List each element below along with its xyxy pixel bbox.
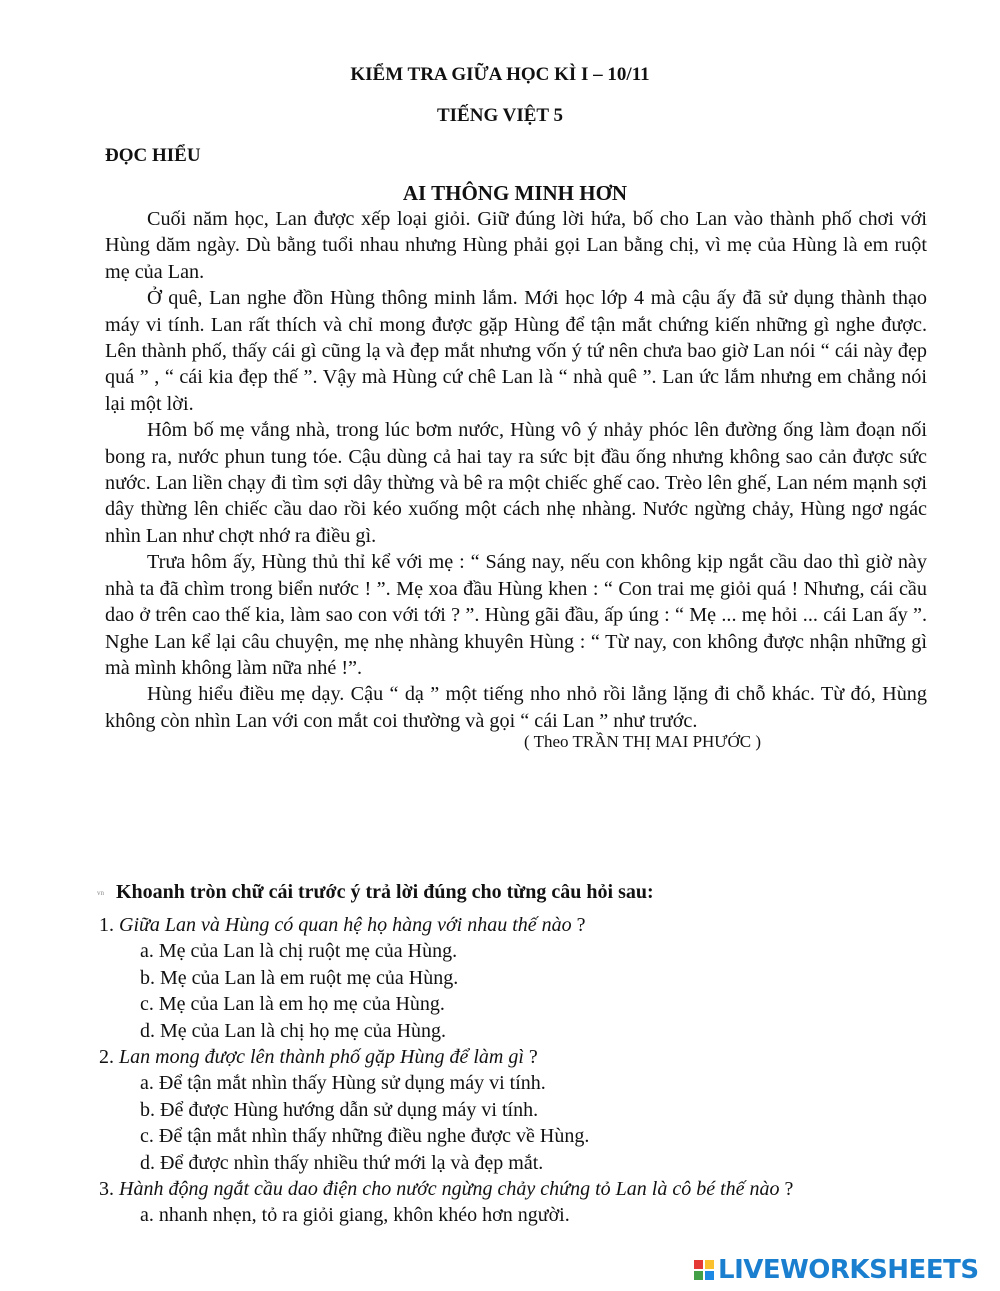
option-1a[interactable]: a. Mẹ của Lan là chị ruột mẹ của Hùng. [140, 940, 458, 963]
instruction-text: Khoanh tròn chữ cái trước ý trả lời đúng cho từng câu hỏi sau: [116, 881, 654, 903]
subject-title: TIẾNG VIỆT 5 [436, 105, 563, 126]
story-paragraph: Hôm bố mẹ vắng nhà, trong lúc bơm nước, Hùng vô ý nhảy phóc lên đường ống làm đoạn nối bong ra, nước phun tung tóe. Cậu dùng cả hai tay ra sức bịt đầu ống nhưng không sao cản được sức nước. Lan liền chạy đi tìm sợi dây thừng và bê ra một chiếc ghế cao. Trèo lên ghế, Lan ném mạnh sợi dây thừng lên chiếc cầu dao rồi kéo xuống một cách nhẹ nhàng. Nước ngừng chảy, Hùng ngơ ngác nhìn Lan như chợt nhớ ra điều gì. [105, 419, 927, 547]
story-paragraph: Cuối năm học, Lan được xếp loại giỏi. Giữ đúng lời hứa, bố cho Lan vào thành phố chơi với Hùng dăm ngày. Dù bằng tuổi nhau nhưng Hùng phải gọi Lan bằng chị, vì mẹ của Hùng là em ruột mẹ của Lan. [105, 208, 927, 283]
option-1b[interactable]: b. Mẹ của Lan là em ruột mẹ của Hùng. [140, 966, 459, 989]
logo-square [694, 1271, 703, 1280]
question-mark: ? [571, 914, 586, 936]
question-1 [99, 912, 959, 938]
story-paragraph: Hùng hiểu điều mẹ dạy. Cậu “ dạ ” một tiếng nho nhỏ rồi lẳng lặng đi chỗ khác. Từ đó, Hùng không còn nhìn Lan với con mắt coi thường và gọi “ cái Lan ” như trước. [105, 683, 927, 732]
logo-icon [694, 1260, 714, 1280]
liveworksheets-logo [694, 1254, 979, 1286]
question-text: Lan mong được lên thành phố gặp Hùng để làm gì [119, 1046, 524, 1069]
option-2a[interactable]: a. Để tận mắt nhìn thấy Hùng sử dụng máy vi tính. [140, 1072, 546, 1095]
story-paragraph: Ở quê, Lan nghe đồn Hùng thông minh lắm. Mới học lớp 4 mà cậu ấy đã sử dụng thành thạo máy vi tính. Lan rất thích và chỉ mong được gặp Hùng để tận mắt chứng kiến những gì nghe được. Lên thành phố, thấy cái gì cũng lạ và đẹp mắt nhưng vốn ý tứ nên chưa bao giờ Lan nói “ cái này đẹp quá ” , “ cái kia đẹp thế ”. Vậy mà Hùng cứ chê Lan là “ nhà quê ”. Lan ức lắm nhưng em chẳng nói lại một lời. [105, 287, 927, 415]
option-1c[interactable]: c. Mẹ của Lan là em họ mẹ của Hùng. [140, 993, 445, 1016]
question-text: Giữa Lan và Hùng có quan hệ họ hàng với nhau thế nào [119, 914, 572, 936]
section-label: ĐỌC HIỂU [105, 145, 201, 166]
question-mark: ? [523, 1046, 538, 1069]
option-3a[interactable]: a. nhanh nhẹn, tỏ ra giỏi giang, khôn khéo hơn người. [140, 1204, 570, 1227]
logo-square [705, 1260, 714, 1269]
exam-title: KIỂM TRA GIỮA HỌC KÌ I – 10/11 [350, 64, 650, 85]
question-number: 3. [99, 1178, 114, 1201]
option-1d[interactable]: d. Mẹ của Lan là chị họ mẹ của Hùng. [140, 1019, 447, 1042]
logo-square [705, 1271, 714, 1280]
story-text [105, 206, 927, 734]
instruction-mark: vn [97, 889, 104, 897]
story-source: ( Theo TRẦN THỊ MAI PHƯỚC ) [524, 732, 762, 751]
option-2d[interactable]: d. Để được nhìn thấy nhiều thứ mới lạ và đẹp mắt. [140, 1151, 544, 1174]
question-list [99, 912, 959, 1229]
option-2b[interactable]: b. Để được Hùng hướng dẫn sử dụng máy vi tính. [140, 1098, 539, 1121]
story-title: AI THÔNG MINH HƠN [402, 181, 628, 205]
question-2 [99, 1044, 959, 1070]
question-number: 1. [99, 914, 114, 936]
option-2c[interactable]: c. Để tận mắt nhìn thấy những điều nghe được về Hùng. [140, 1125, 590, 1148]
question-number: 2. [99, 1046, 114, 1069]
story-paragraph: Trưa hôm ấy, Hùng thủ thỉ kể với mẹ : “ Sáng nay, nếu con không kịp ngắt cầu dao thì giờ này nhà ta đã chìm trong biển nước ! ”. Mẹ xoa đầu Hùng khen : “ Con trai mẹ giỏi quá ! Nhưng, cái cầu dao ở trên cao thế kia, làm sao con với tới ? ”. Hùng gãi đầu, ấp úng : “ Mẹ ... mẹ hỏi ... cái Lan ấy ”. Nghe Lan kể lại câu chuyện, mẹ nhẹ nhàng khuyên Hùng : “ Từ nay, con không được nhận những gì mà mình không làm nữa nhé !”. [105, 551, 927, 679]
question-3 [99, 1176, 959, 1202]
logo-text: LIVEWORKSHEETS [718, 1255, 979, 1285]
logo-square [694, 1260, 703, 1269]
question-text: Hành động ngắt cầu dao điện cho nước ngừng chảy chứng tỏ Lan là cô bé thế nào [119, 1178, 780, 1201]
question-mark: ? [779, 1178, 794, 1201]
